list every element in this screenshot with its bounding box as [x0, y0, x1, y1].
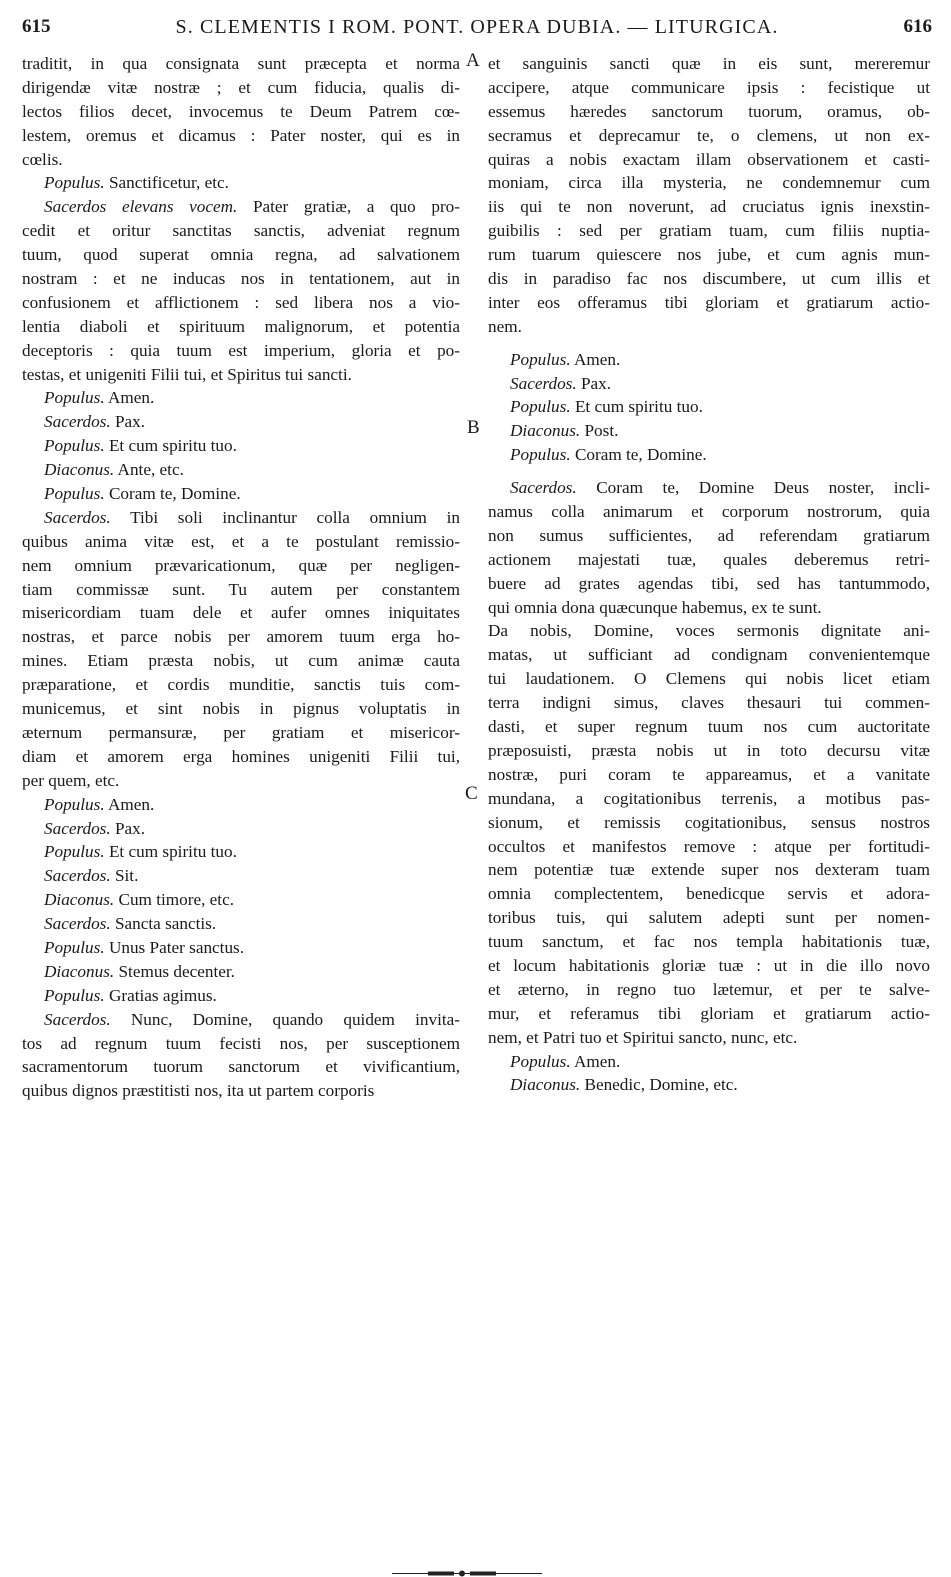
- speaker-label: Diaconus.: [510, 421, 581, 441]
- text-line: dasti, et super regnum tuum nos cum auctoritate: [488, 717, 930, 737]
- speaker-label: Populus.: [510, 349, 571, 369]
- speaker-label: Sacerdos.: [44, 1009, 111, 1029]
- speaker-label: Diaconus.: [44, 460, 115, 480]
- text-line: occultos et manifestos remove : atque per fortitudi-: [488, 836, 930, 856]
- text-line: Sacerdos elevans vocem. Pater gratiæ, a quo pro-: [44, 197, 460, 217]
- text-line: Diaconus. Ante, etc.: [44, 460, 184, 480]
- text-line: Populus. Unus Pater sanctus.: [44, 937, 245, 957]
- text-line: qui omnia dona quæcunque habemus, ex te sunt.: [488, 597, 822, 617]
- text-line: Sacerdos. Sancta sanctis.: [44, 914, 217, 934]
- text-line: terra indigni simus, claves thesauri tui commen-: [488, 693, 930, 713]
- speaker-label: Populus.: [44, 388, 105, 408]
- speaker-label: Populus.: [44, 484, 105, 504]
- text-line: quibus anima vitæ est, et a te postulant remissio-: [22, 531, 460, 551]
- text-line: Populus. Sanctificetur, etc.: [44, 173, 229, 193]
- text-line: accipere, atque communicare ipsis : fecistique ut: [488, 77, 930, 97]
- text-line: nem omnium prævaricationum, quæ per negligen-: [22, 555, 460, 575]
- text-line: non sumus sufficientes, ad referendam gratiarum: [488, 525, 930, 545]
- text-line: Sacerdos. Tibi soli inclinantur colla omnium in: [44, 507, 460, 527]
- margin-marker-a: A: [466, 50, 480, 71]
- text-line: et sanguinis sancti quæ in eis sunt, mereremur: [488, 54, 930, 73]
- text-line: iis qui te non noverunt, ad cruciatus ignis inexstin-: [488, 197, 930, 217]
- text-line: confusionem et afflictionem : sed libera nos a vio-: [22, 292, 460, 312]
- text-line: Populus. Coram te, Domine.: [510, 445, 707, 465]
- speaker-label: Sacerdos.: [44, 914, 111, 934]
- text-line: mur, et referamus tibi gloriam et gratiarum actio-: [488, 1003, 930, 1023]
- page-number-right: 616: [903, 16, 932, 37]
- text-line: Populus. Amen.: [510, 1051, 621, 1071]
- speaker-label: Sacerdos.: [44, 412, 111, 432]
- text-line: misericordiam tuam dele et aufer omnes iniquitates: [22, 603, 460, 623]
- speaker-label: Sacerdos elevans vocem.: [44, 197, 238, 217]
- text-line: nostram : et ne inducas nos in tentationem, aut in: [22, 269, 460, 289]
- speaker-label: Populus.: [510, 1051, 571, 1071]
- margin-marker-c: C: [465, 783, 478, 804]
- speaker-label: Populus.: [510, 397, 571, 417]
- text-line: matas, ut sufficiant ad condignam convenientemque: [488, 645, 930, 665]
- text-line: præposuisti, præsta nobis ut in toto decursu vitæ: [488, 740, 930, 760]
- text-line: Populus. Et cum spiritu tuo.: [44, 842, 237, 862]
- speaker-label: Diaconus.: [44, 961, 115, 981]
- text-line: Populus. Coram te, Domine.: [44, 484, 241, 504]
- text-line: buere ad grates agendas tibi, sed has tantummodo,: [488, 573, 930, 593]
- text-line: æternum permansuræ, per gratiam et misericor-: [22, 722, 460, 742]
- text-line: Da nobis, Domine, voces sermonis dignitate ani-: [488, 621, 930, 641]
- right-column: [488, 52, 930, 1097]
- speaker-label: Sacerdos.: [44, 507, 111, 527]
- text-line: Sacerdos. Pax.: [44, 412, 146, 432]
- text-line: moniam, circa illa mysteria, ne condemnemur cum: [488, 173, 930, 193]
- text-line: Populus. Et cum spiritu tuo.: [510, 397, 703, 417]
- text-line: Populus. Amen.: [44, 388, 155, 408]
- text-line: quibus dignos præstitisti nos, ita ut partem corporis: [22, 1081, 375, 1101]
- speaker-label: Sacerdos.: [510, 373, 577, 393]
- text-line: Populus. Amen.: [510, 349, 621, 369]
- speaker-label: Populus.: [44, 173, 105, 193]
- text-line: Diaconus. Benedic, Domine, etc.: [510, 1075, 738, 1095]
- text-line: lestem, oremus et dicamus : Pater noster, qui es in: [22, 125, 460, 145]
- text-line: cœlis.: [22, 149, 63, 169]
- text-line: actionem majestati tuæ, quales deberemus retri-: [488, 549, 930, 569]
- text-line: testas, et unigeniti Filii tui, et Spiritus tui sancti.: [22, 364, 352, 384]
- speaker-label: Populus.: [510, 445, 571, 465]
- text-line: nostræ, puri coram te appareamus, et a vanitate: [488, 764, 930, 784]
- text-line: nem potentiæ tuæ extende super nos dexteram tuam: [488, 860, 930, 880]
- text-line: lentia diaboli et spirituum malignorum, et potentia: [22, 316, 460, 336]
- text-line: Diaconus. Post.: [510, 421, 619, 441]
- margin-marker-b: B: [467, 417, 480, 438]
- text-line: Sacerdos. Coram te, Domine Deus noster, incli-: [510, 478, 930, 498]
- speaker-label: Sacerdos.: [510, 478, 577, 498]
- text-line: traditit, in qua consignata sunt præcepta et norma: [22, 54, 460, 73]
- text-line: essemus hæredes sanctorum tuorum, oramus, ob-: [488, 101, 930, 121]
- text-line: Sacerdos. Sit.: [44, 866, 139, 886]
- text-line: tuum sanctum, et fac nos templa habitationis tuæ,: [488, 932, 930, 952]
- text-line: tui laudationem. O Clemens qui nobis licet etiam: [488, 669, 930, 689]
- text-line: Diaconus. Stemus decenter.: [44, 961, 235, 981]
- text-line: guibilis : sed per gratiam tuam, cum filiis nuptia-: [488, 221, 930, 241]
- text-line: nem.: [488, 316, 522, 336]
- running-title: S. CLEMENTIS I ROM. PONT. OPERA DUBIA. — LITURGICA.: [175, 16, 779, 38]
- text-line: inter eos offeramus tibi gloriam et gratiarum actio-: [488, 292, 930, 312]
- end-ornament-icon: [392, 1570, 542, 1577]
- text-line: namus colla animarum et corporum nostrorum, quia: [488, 502, 930, 522]
- speaker-label: Populus.: [44, 794, 105, 814]
- text-line: dis in paradiso fac nos discumbere, ut cum illis et: [488, 269, 930, 289]
- text-line: tos ad regnum tuum fecisti nos, per susceptionem: [22, 1033, 460, 1053]
- speaker-label: Diaconus.: [510, 1075, 581, 1095]
- text-line: municemus, et sint nobis in pignus voluptatis in: [22, 699, 460, 719]
- speaker-label: Sacerdos.: [44, 866, 111, 886]
- text-line: Sacerdos. Pax.: [510, 373, 612, 393]
- text-line: rum tuarum quiescere nos jube, et cum agnis mun-: [488, 245, 930, 265]
- text-line: et æterno, in regno tuo lætemur, et per te salve-: [488, 979, 930, 999]
- page-number-left: 615: [22, 16, 51, 37]
- text-line: dirigendæ vitæ nostræ ; et cum fiducia, qualis di-: [22, 77, 460, 97]
- text-line: Sacerdos. Pax.: [44, 818, 146, 838]
- text-line: Sacerdos. Nunc, Domine, quando quidem invita-: [44, 1009, 460, 1029]
- text-line: et locum habitationis gloriæ tuæ : ut in die illo novo: [488, 955, 930, 975]
- text-line: tuum, quod superat omnia regna, ad salvationem: [22, 245, 460, 265]
- text-line: toribus tuis, qui salutem adepti sunt per nomen-: [488, 908, 930, 928]
- speaker-label: Populus.: [44, 985, 105, 1005]
- speaker-label: Diaconus.: [44, 890, 115, 910]
- text-line: Diaconus. Cum timore, etc.: [44, 890, 234, 910]
- text-line: sacramentorum tuorum sanctorum et vivificantium,: [22, 1057, 460, 1077]
- speaker-label: Populus.: [44, 937, 105, 957]
- text-line: Populus. Et cum spiritu tuo.: [44, 436, 237, 456]
- text-line: Populus. Gratias agimus.: [44, 985, 217, 1005]
- speaker-label: Populus.: [44, 436, 105, 456]
- text-line: nostras, et parce nobis per amorem tuum erga ho-: [22, 627, 460, 647]
- text-line: nem, et Patri tuo et Spiritui sancto, nunc, etc.: [488, 1027, 798, 1047]
- text-line: secramus et deprecamur te, o clemens, ut non ex-: [488, 125, 930, 145]
- text-line: per quem, etc.: [22, 770, 120, 790]
- text-line: quiras a nobis exactam illam observationem et casti-: [488, 149, 930, 169]
- speaker-label: Populus.: [44, 842, 105, 862]
- text-line: omnia complectentem, benedicque servis et adora-: [488, 884, 930, 904]
- text-line: præparatione, et cordis munditie, sanctis tuis com-: [22, 675, 460, 695]
- text-line: mundana, a cogitationibus terrenis, a motibus pas-: [488, 788, 930, 808]
- left-column: [22, 52, 460, 1103]
- text-line: diam et amorem erga homines unigeniti Filii tui,: [22, 746, 460, 766]
- text-line: cedit et oritur sanctitas sanctis, adveniat regnum: [22, 221, 460, 241]
- text-line: sionum, et remissis cogitationibus, sensus nostros: [488, 812, 930, 832]
- text-line: tiam commissæ sunt. Tu autem per constantem: [22, 579, 460, 599]
- speaker-label: Sacerdos.: [44, 818, 111, 838]
- text-line: deceptoris : quia tuum est imperium, gloria et po-: [22, 340, 460, 360]
- text-line: lectos filios decet, invocemus te Deum Patrem cœ-: [22, 101, 460, 121]
- text-line: Populus. Amen.: [44, 794, 155, 814]
- page-header: [22, 16, 932, 42]
- text-line: mines. Etiam præsta nobis, ut cum animæ cauta: [22, 651, 460, 671]
